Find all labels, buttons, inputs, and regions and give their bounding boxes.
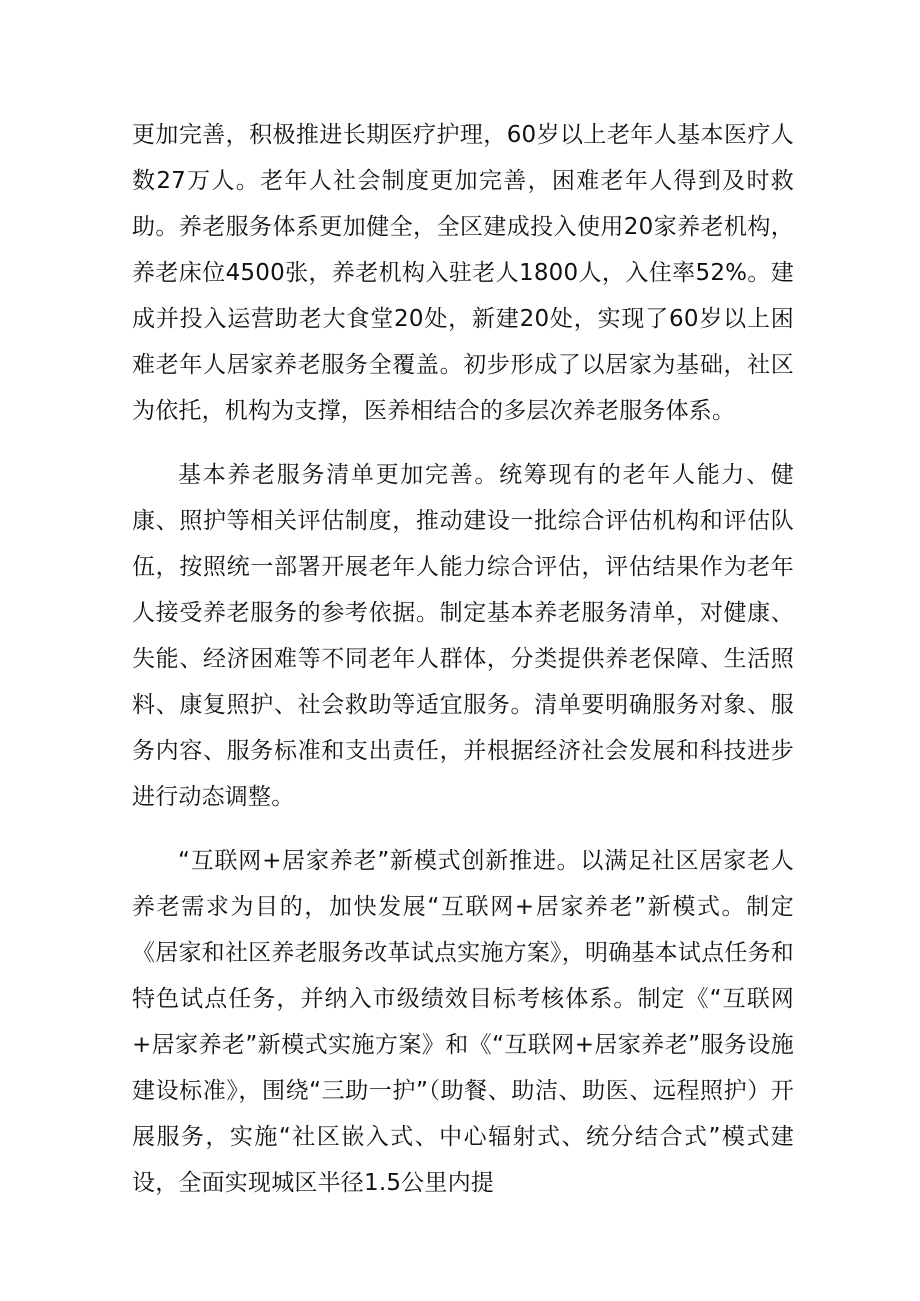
paragraph-3: “互联网+居家养老”新模式创新推进。以满足社区居家老人养老需求为目的，加快发展“互联网+居家养老”新模式。制定《居家和社区养老服务改革试点实施方案》，明确基本试点任务和特色试点任务，并纳入市级绩效目标考核体系。制定《“互联网+居家养老”新模式实施方案》和《“互联网+居家养老”服务设施建设标准》，围绕“三助一护”（助餐、助洁、助医、远程照护）开展服务，实施“社区嵌入式、中心辐射式、统分结合式”模式建设，全面实现城区半径1.5公里内提	[132, 848, 794, 1196]
document-body	[132, 112, 794, 1206]
paragraph-2: 基本养老服务清单更加完善。统筹现有的老年人能力、健康、照护等相关评估制度，推动建设一批综合评估机构和评估队伍，按照统一部署开展老年人能力综合评估，评估结果作为老年人接受养老服务的参考依据。制定基本养老服务清单，对健康、失能、经济困难等不同老年人群体，分类提供养老保障、生活照料、康复照护、社会救助等适宜服务。清单要明确服务对象、服务内容、服务标准和支出责任，并根据经济社会发展和科技进步进行动态调整。	[132, 462, 794, 810]
paragraph-1: 更加完善，积极推进长期医疗护理，60岁以上老年人基本医疗人数27万人。老年人社会制度更加完善，困难老年人得到及时救助。养老服务体系更加健全，全区建成投入使用20家养老机构，养老床位4500张，养老机构入驻老人1800人，入住率52%。建成并投入运营助老大食堂20处，新建20处，实现了60岁以上困难老年人居家养老服务全覆盖。初步形成了以居家为基础，社区为依托，机构为支撑，医养相结合的多层次养老服务体系。	[132, 122, 794, 424]
